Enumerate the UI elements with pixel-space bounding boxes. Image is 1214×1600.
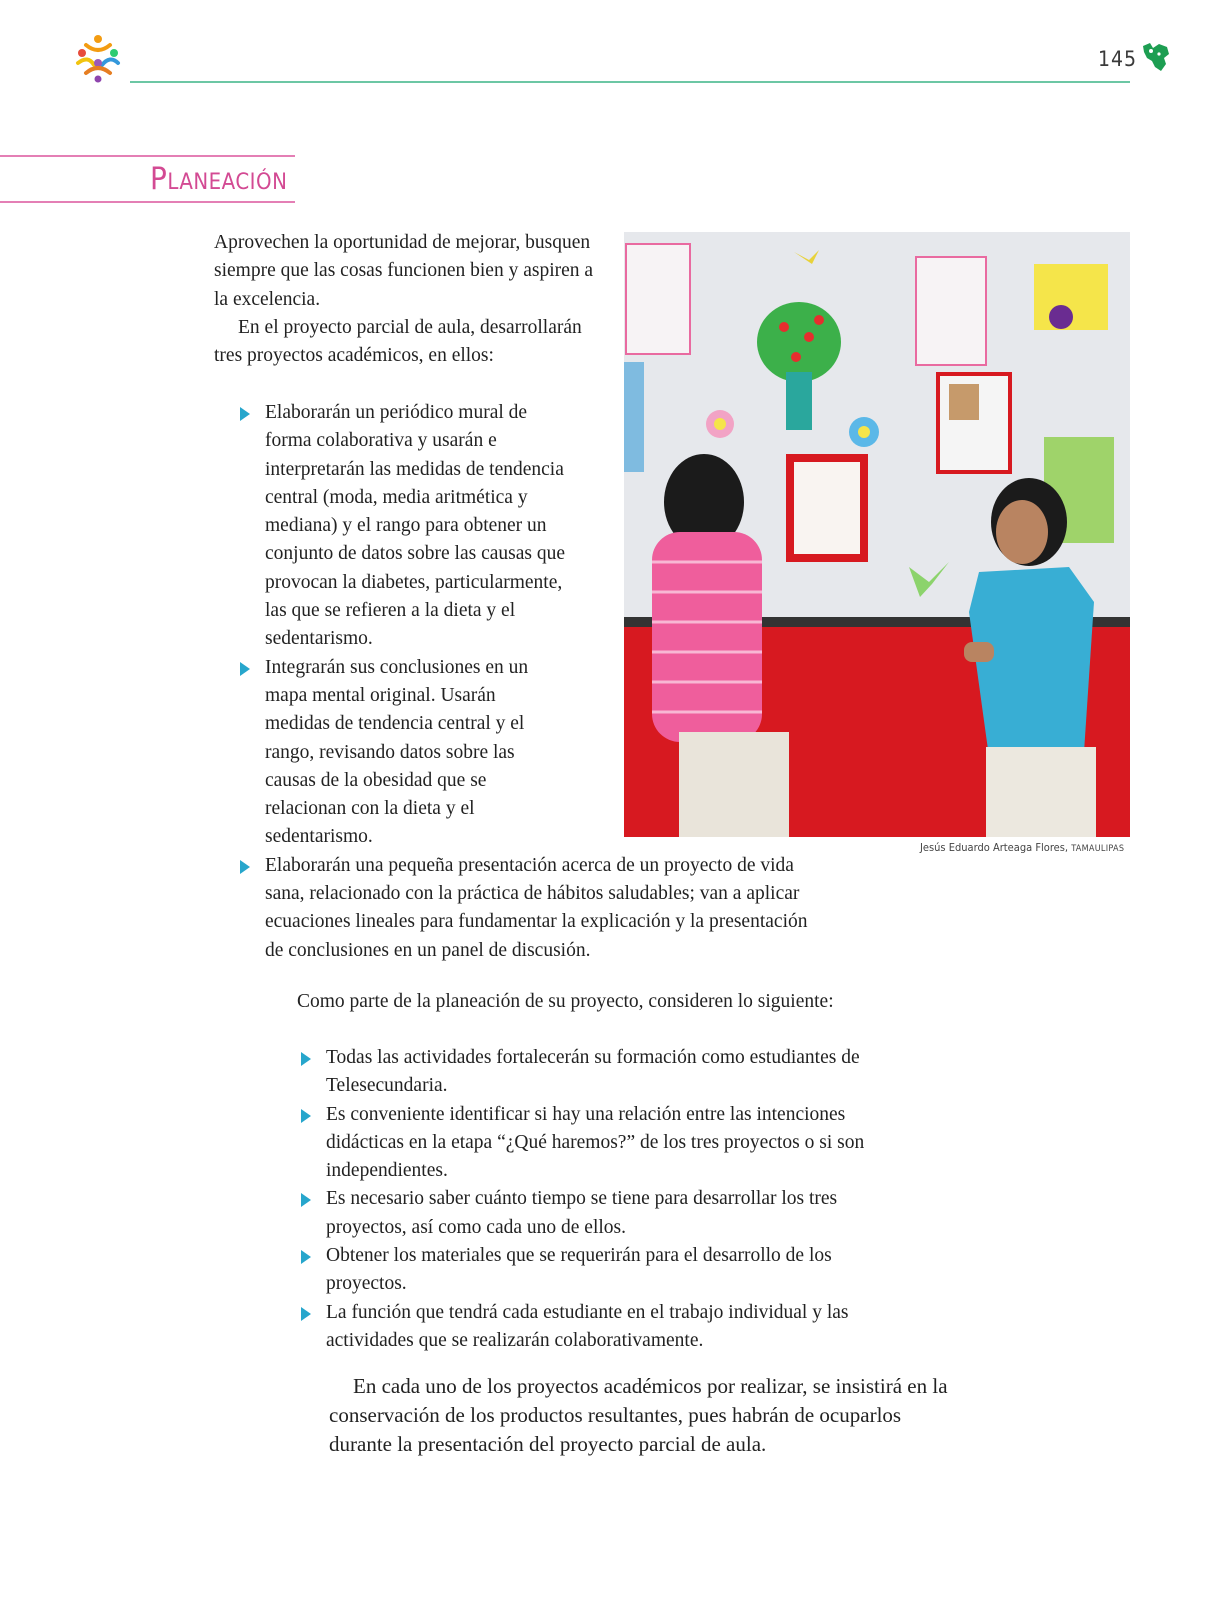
list-item — [326, 1242, 866, 1299]
list-item — [265, 654, 555, 852]
section-rule-top — [0, 155, 295, 157]
bullet-triangle-icon — [301, 1193, 311, 1207]
list-item — [265, 399, 565, 654]
list-item-text: Elaborarán una pequeña presentación acerca de un proyecto de vida sana, relacionado con la práctica de hábitos saludables; van a aplicar ecuaciones lineales para fundamentar la explicación y la presentación de conclusiones en un panel de discusión. — [265, 854, 808, 961]
list-item-text: Integrarán sus conclusiones en un mapa mental original. Usarán medidas de tendencia central y el rango, revisando datos sobre las causas de la obesidad que se relacionan con la dieta y el sedentarismo. — [265, 656, 529, 848]
list-item — [326, 1185, 866, 1242]
page-number: 145 — [1098, 47, 1138, 71]
list-item-text: Elaborarán un periódico mural de forma colaborativa y usarán e interpretarán las medidas de tendencia central (moda, media aritmética y mediana) y el rango para obtener un conjunto de datos sobre las causas que provocan la diabetes, particularmente, las que se refieren a la dieta y el sedentarismo. — [265, 402, 566, 650]
photo-credit-name: Jesús Eduardo Arteaga Flores, — [920, 841, 1069, 854]
intro-text — [214, 229, 604, 370]
intro-paragraph-2: En el proyecto parcial de aula, desarrollarán tres proyectos académicos, en ellos: — [214, 316, 582, 367]
bullet-triangle-icon — [240, 662, 250, 676]
bullet-triangle-icon — [240, 860, 250, 874]
list-item-text: Todas las actividades fortalecerán su formación como estudiantes de Telesecundaria. — [326, 1047, 860, 1097]
list-item — [326, 1044, 866, 1101]
closing-paragraph: En cada uno de los proyectos académicos por realizar, se insistirá en la conservación de los productos resultantes, pues habrán de ocuparlos durante la presentación del proyecto parcial de aula. — [329, 1374, 948, 1456]
bullet-triangle-icon — [301, 1250, 311, 1264]
header-rule — [130, 81, 1130, 83]
section-title: Planeación — [150, 161, 288, 197]
list-item-text: Obtener los materiales que se requerirán para el desarrollo de los proyectos. — [326, 1245, 832, 1295]
list-item-text: Es necesario saber cuánto tiempo se tiene para desarrollar los tres proyectos, así como cada uno de ellos. — [326, 1188, 838, 1238]
planning-list — [326, 1044, 866, 1355]
list-item — [265, 852, 825, 965]
planning-intro: Como parte de la planeación de su proyecto, consideren lo siguiente: — [297, 991, 834, 1012]
green-mexico-map-icon — [1140, 40, 1172, 74]
list-item — [326, 1101, 866, 1186]
intro-paragraph-1: Aprovechen la oportunidad de mejorar, busquen siempre que las cosas funcionen bien y aspiren a la excelencia. — [214, 232, 594, 310]
photo-credit-location: TAMAULIPAS — [1071, 844, 1125, 854]
section-rule-bottom — [0, 201, 295, 203]
bullet-triangle-icon — [240, 407, 250, 421]
classroom-mural-photo — [624, 232, 1130, 837]
bullet-triangle-icon — [301, 1307, 311, 1321]
telesecundaria-logo-icon — [72, 33, 124, 83]
list-item-text: Es conveniente identificar si hay una relación entre las intenciones didácticas en la etapa “¿Qué haremos?” de los tres proyectos o si son independientes. — [326, 1103, 865, 1182]
list-item-text: La función que tendrá cada estudiante en el trabajo individual y las actividades que se realizarán colaborativamente. — [326, 1301, 849, 1351]
bullet-triangle-icon — [301, 1052, 311, 1066]
photo-credit — [920, 841, 1124, 854]
bullet-triangle-icon — [301, 1109, 311, 1123]
list-item — [326, 1299, 866, 1356]
